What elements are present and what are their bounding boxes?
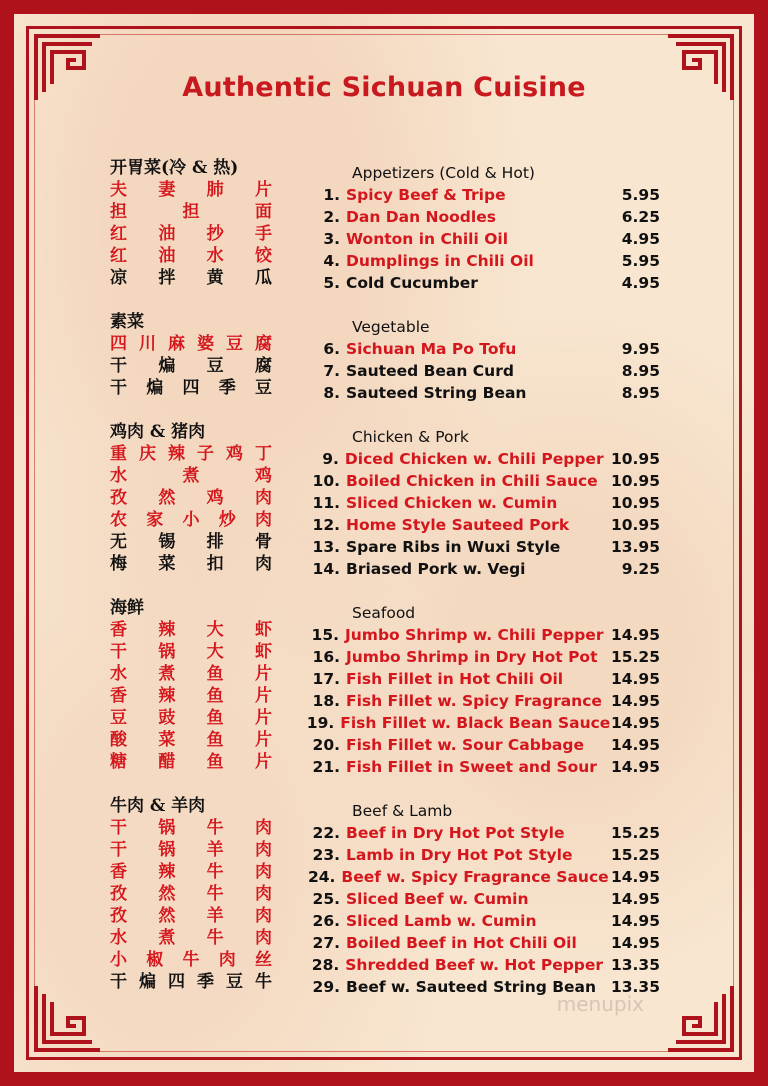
menu-item-row: [300, 514, 660, 536]
chinese-character: 片: [254, 752, 272, 772]
chinese-character: 鸡: [255, 466, 272, 486]
chinese-menu-item: [110, 509, 272, 531]
menu-item-row: [300, 184, 660, 206]
item-name: Boiled Chicken in Chili Sauce: [346, 472, 598, 490]
item-name: Jumbo Shrimp in Dry Hot Pot: [346, 648, 598, 666]
item-price: 5.95: [621, 252, 660, 270]
chinese-menu-item: [110, 377, 272, 399]
menu-item-row: [300, 382, 660, 404]
item-name: Jumbo Shrimp w. Chili Pepper: [345, 626, 604, 644]
chinese-menu-item: [110, 949, 272, 971]
chinese-character: 片: [254, 180, 272, 200]
menu-item-row: [300, 712, 660, 734]
chinese-character: 干: [110, 818, 127, 838]
chinese-character: 牛: [206, 884, 224, 904]
menu-item-row: [300, 558, 660, 580]
item-price: 9.95: [621, 340, 660, 358]
item-name: Beef in Dry Hot Pot Style: [346, 824, 565, 842]
chinese-menu-item: [110, 927, 272, 949]
item-number: 22.: [312, 824, 340, 842]
chinese-character: 片: [254, 708, 272, 728]
chinese-character: 炒: [218, 510, 236, 530]
menu-item-row: [300, 338, 660, 360]
item-number: 25.: [312, 890, 340, 908]
chinese-character: 锅: [158, 818, 176, 838]
chinese-character: 辣: [168, 444, 185, 464]
item-price: 9.25: [621, 560, 660, 578]
chinese-character: 麻: [168, 334, 185, 354]
chinese-menu-item: [110, 685, 272, 707]
item-number: 14.: [312, 560, 340, 578]
chinese-character: 肉: [255, 510, 272, 530]
chinese-character: 川: [139, 334, 156, 354]
menu-page: [14, 14, 754, 1072]
chinese-character: 片: [254, 730, 272, 750]
item-price: 4.95: [621, 230, 660, 248]
chinese-character: 肉: [254, 488, 272, 508]
english-section-heading: Seafood: [352, 604, 416, 622]
chinese-character: 醋: [158, 752, 176, 772]
chinese-character: 重: [110, 444, 127, 464]
item-price: 4.95: [621, 274, 660, 292]
menu-item-row: [300, 250, 660, 272]
chinese-character: 香: [110, 862, 127, 882]
item-number: 28.: [311, 956, 340, 974]
chinese-character: 肺: [206, 180, 224, 200]
chinese-character: 家: [146, 510, 164, 530]
menu-item-row: [300, 470, 660, 492]
chinese-character: 锅: [158, 840, 176, 860]
chinese-character: 煮: [182, 466, 200, 486]
item-price: 13.35: [610, 956, 660, 974]
menu-item-row: [300, 536, 660, 558]
chinese-character: 糖: [110, 752, 127, 772]
menu-item-row: [300, 206, 660, 228]
chinese-character: 鱼: [206, 686, 224, 706]
chinese-character: 小: [110, 950, 127, 970]
chinese-menu-item: [110, 751, 272, 773]
chinese-character: 肉: [254, 554, 272, 574]
chinese-character: 然: [158, 906, 176, 926]
chinese-character: 鱼: [206, 708, 224, 728]
chinese-character: 庆: [139, 444, 156, 464]
item-price: 15.25: [610, 846, 660, 864]
item-price: 14.95: [610, 626, 660, 644]
chinese-character: 肉: [218, 950, 236, 970]
chinese-character: 片: [254, 664, 272, 684]
chinese-character: 大: [206, 620, 224, 640]
chinese-character: 干: [110, 378, 127, 398]
chinese-character: 手: [254, 224, 272, 244]
item-name: Sliced Lamb w. Cumin: [346, 912, 537, 930]
menu-item-row: [300, 844, 660, 866]
chinese-character: 季: [197, 972, 214, 992]
chinese-character: 牛: [206, 862, 224, 882]
chinese-character: 豆: [206, 356, 224, 376]
item-number: 5.: [323, 274, 340, 292]
item-price: 15.25: [610, 824, 660, 842]
item-name: Spicy Beef & Tripe: [346, 186, 506, 204]
chinese-character: 四: [110, 334, 127, 354]
menu-item-row: [300, 272, 660, 294]
menu-item-row: [300, 690, 660, 712]
item-name: Lamb in Dry Hot Pot Style: [346, 846, 573, 864]
chinese-character: 豆: [110, 708, 127, 728]
item-name: Shredded Beef w. Hot Pepper: [345, 956, 604, 974]
item-number: 3.: [323, 230, 340, 248]
chinese-character: 羊: [206, 906, 224, 926]
chinese-menu-item: [110, 487, 272, 509]
menu-item-row: [300, 888, 660, 910]
chinese-section-heading: 开胃菜(冷 & 热): [110, 158, 239, 178]
chinese-character: 扣: [206, 554, 224, 574]
chinese-menu-item: [110, 971, 272, 993]
chinese-menu-item: [110, 619, 272, 641]
chinese-menu-item: [110, 905, 272, 927]
chinese-character: 牛: [206, 928, 224, 948]
item-price: 15.25: [610, 648, 660, 666]
item-name: Fish Fillet w. Sour Cabbage: [346, 736, 584, 754]
chinese-character: 季: [218, 378, 236, 398]
chinese-menu-item: [110, 883, 272, 905]
item-price: 14.95: [610, 890, 660, 908]
item-name: Fish Fillet w. Spicy Fragrance: [346, 692, 602, 710]
chinese-character: 锅: [158, 642, 176, 662]
menu-item-row: [300, 228, 660, 250]
chinese-character: 煸: [146, 378, 164, 398]
item-number: 18.: [312, 692, 340, 710]
item-number: 12.: [312, 516, 340, 534]
chinese-character: 担: [110, 202, 127, 222]
chinese-character: 牛: [255, 972, 272, 992]
chinese-menu-item: [110, 355, 272, 377]
item-price: 10.95: [610, 472, 660, 490]
chinese-character: 凉: [110, 268, 127, 288]
chinese-character: 水: [110, 664, 127, 684]
chinese-character: 肉: [254, 862, 272, 882]
chinese-character: 酸: [110, 730, 127, 750]
chinese-character: 梅: [110, 554, 127, 574]
item-name: Beef w. Spicy Fragrance Sauce: [341, 868, 609, 886]
item-number: 13.: [312, 538, 340, 556]
chinese-character: 然: [158, 488, 176, 508]
chinese-menu-column: [110, 157, 272, 993]
chinese-character: 油: [158, 246, 176, 266]
item-name: Fish Fillet w. Black Bean Sauce: [340, 714, 611, 732]
chinese-character: 腐: [254, 356, 272, 376]
chinese-character: 油: [158, 224, 176, 244]
chinese-section-heading: 素菜: [110, 312, 144, 332]
chinese-character: 黄: [206, 268, 224, 288]
chinese-character: 面: [255, 202, 272, 222]
chinese-character: 小: [182, 510, 200, 530]
item-price: 14.95: [610, 670, 660, 688]
english-menu-column: [300, 162, 660, 998]
chinese-character: 豆: [226, 972, 243, 992]
chinese-character: 腐: [255, 334, 272, 354]
chinese-character: 牛: [182, 950, 200, 970]
chinese-character: 瓜: [254, 268, 272, 288]
chinese-character: 鸡: [206, 488, 224, 508]
item-number: 1.: [323, 186, 340, 204]
chinese-character: 鱼: [206, 752, 224, 772]
item-name: Wonton in Chili Oil: [346, 230, 509, 248]
item-number: 7.: [323, 362, 340, 380]
chinese-character: 饺: [254, 246, 272, 266]
menu-item-row: [300, 624, 660, 646]
menu-item-row: [300, 734, 660, 756]
chinese-menu-item: [110, 531, 272, 553]
item-number: 15.: [311, 626, 339, 644]
chinese-menu-item: [110, 443, 272, 465]
item-number: 19.: [306, 714, 335, 732]
chinese-menu-item: [110, 553, 272, 575]
chinese-menu-item: [110, 707, 272, 729]
item-price: 13.95: [610, 538, 660, 556]
item-price: 14.95: [610, 736, 660, 754]
chinese-section-heading: 牛肉 & 羊肉: [110, 796, 206, 816]
menu-item-row: [300, 668, 660, 690]
item-name: Cold Cucumber: [346, 274, 478, 292]
chinese-character: 肉: [254, 840, 272, 860]
item-price: 10.95: [610, 516, 660, 534]
chinese-menu-item: [110, 179, 272, 201]
menu-item-row: [300, 360, 660, 382]
item-name: Sichuan Ma Po Tofu: [346, 340, 517, 358]
item-number: 10.: [312, 472, 340, 490]
item-number: 21.: [312, 758, 340, 776]
english-section-heading: Chicken & Pork: [352, 428, 469, 446]
item-price: 10.95: [610, 494, 660, 512]
item-number: 16.: [312, 648, 340, 666]
item-number: 6.: [323, 340, 340, 358]
menu-item-row: [300, 646, 660, 668]
chinese-character: 孜: [110, 906, 127, 926]
chinese-character: 肉: [254, 928, 272, 948]
item-name: Boiled Beef in Hot Chili Oil: [346, 934, 577, 952]
menu-item-row: [300, 910, 660, 932]
item-number: 9.: [322, 450, 339, 468]
chinese-character: 辣: [158, 686, 176, 706]
chinese-character: 菜: [158, 554, 176, 574]
chinese-character: 大: [206, 642, 224, 662]
chinese-character: 然: [158, 884, 176, 904]
chinese-character: 排: [206, 532, 224, 552]
page-title: Authentic Sichuan Cuisine: [182, 72, 586, 103]
chinese-character: 农: [110, 510, 127, 530]
english-section-heading: Appetizers (Cold & Hot): [352, 164, 535, 182]
item-name: Beef w. Sauteed String Bean: [346, 978, 597, 996]
chinese-character: 水: [110, 928, 127, 948]
chinese-character: 干: [110, 840, 127, 860]
item-name: Spare Ribs in Wuxi Style: [346, 538, 561, 556]
chinese-menu-item: [110, 465, 272, 487]
item-number: 24.: [307, 868, 336, 886]
chinese-character: 香: [110, 620, 127, 640]
chinese-section-heading: 海鲜: [110, 598, 144, 618]
chinese-character: 水: [206, 246, 224, 266]
chinese-character: 孜: [110, 488, 127, 508]
chinese-character: 锡: [158, 532, 176, 552]
chinese-character: 四: [168, 972, 185, 992]
english-section-heading: Beef & Lamb: [352, 802, 453, 820]
item-price: 14.95: [610, 912, 660, 930]
chinese-character: 羊: [206, 840, 224, 860]
item-name: Sauteed Bean Curd: [346, 362, 514, 380]
menu-item-row: [300, 492, 660, 514]
menu-item-row: [300, 932, 660, 954]
chinese-character: 红: [110, 246, 127, 266]
chinese-character: 香: [110, 686, 127, 706]
chinese-menu-item: [110, 641, 272, 663]
chinese-menu-item: [110, 267, 272, 289]
english-section-heading: Vegetable: [352, 318, 430, 336]
chinese-character: 夫: [110, 180, 127, 200]
chinese-character: 椒: [146, 950, 164, 970]
chinese-character: 片: [254, 686, 272, 706]
chinese-character: 干: [110, 356, 127, 376]
item-number: 17.: [312, 670, 340, 688]
chinese-menu-item: [110, 839, 272, 861]
chinese-character: 煮: [158, 664, 176, 684]
item-name: Sauteed String Bean: [346, 384, 527, 402]
chinese-character: 丁: [255, 444, 272, 464]
item-name: Dan Dan Noodles: [346, 208, 496, 226]
chinese-character: 虾: [254, 620, 272, 640]
item-price: 6.25: [621, 208, 660, 226]
chinese-character: 干: [110, 642, 127, 662]
chinese-character: 抄: [206, 224, 224, 244]
item-number: 2.: [323, 208, 340, 226]
chinese-character: 担: [182, 202, 200, 222]
chinese-character: 肉: [254, 818, 272, 838]
item-name: Fish Fillet in Hot Chili Oil: [346, 670, 564, 688]
item-price: 8.95: [621, 384, 660, 402]
chinese-menu-item: [110, 817, 272, 839]
chinese-character: 豆: [255, 378, 272, 398]
chinese-character: 牛: [206, 818, 224, 838]
item-price: 14.95: [610, 692, 660, 710]
chinese-character: 豆: [226, 334, 243, 354]
chinese-menu-item: [110, 333, 272, 355]
item-number: 29.: [312, 978, 340, 996]
chinese-character: 干: [110, 972, 127, 992]
item-number: 26.: [312, 912, 340, 930]
chinese-character: 丝: [255, 950, 272, 970]
chinese-menu-item: [110, 223, 272, 245]
item-number: 4.: [323, 252, 340, 270]
chinese-menu-item: [110, 245, 272, 267]
chinese-section-heading: 鸡肉 & 猪肉: [110, 422, 206, 442]
menu-item-row: [300, 756, 660, 778]
item-name: Fish Fillet in Sweet and Sour: [346, 758, 597, 776]
chinese-character: 煸: [158, 356, 176, 376]
item-name: Sliced Chicken w. Cumin: [346, 494, 558, 512]
corner-ornament-icon: [664, 982, 736, 1054]
item-number: 8.: [323, 384, 340, 402]
item-number: 23.: [312, 846, 340, 864]
chinese-character: 豉: [158, 708, 176, 728]
menu-item-row: [300, 866, 660, 888]
chinese-menu-item: [110, 729, 272, 751]
chinese-character: 孜: [110, 884, 127, 904]
item-price: 10.95: [610, 450, 660, 468]
chinese-character: 辣: [158, 862, 176, 882]
item-price: 5.95: [621, 186, 660, 204]
watermark: menupix: [556, 992, 644, 1016]
item-number: 20.: [312, 736, 340, 754]
item-number: 27.: [312, 934, 340, 952]
corner-ornament-icon: [32, 982, 104, 1054]
item-price: 14.95: [610, 934, 660, 952]
chinese-character: 虾: [254, 642, 272, 662]
menu-item-row: [300, 822, 660, 844]
chinese-menu-item: [110, 663, 272, 685]
chinese-character: 鱼: [206, 664, 224, 684]
chinese-character: 肉: [254, 906, 272, 926]
chinese-character: 菜: [158, 730, 176, 750]
chinese-character: 婆: [197, 334, 214, 354]
chinese-character: 肉: [254, 884, 272, 904]
item-name: Briased Pork w. Vegi: [346, 560, 526, 578]
chinese-character: 鸡: [226, 444, 243, 464]
chinese-character: 煮: [158, 928, 176, 948]
item-price: 8.95: [621, 362, 660, 380]
item-name: Dumplings in Chili Oil: [346, 252, 534, 270]
item-number: 11.: [312, 494, 340, 512]
chinese-menu-item: [110, 861, 272, 883]
chinese-character: 水: [110, 466, 127, 486]
chinese-character: 辣: [158, 620, 176, 640]
chinese-character: 拌: [158, 268, 176, 288]
chinese-character: 煸: [139, 972, 156, 992]
item-name: Home Style Sauteed Pork: [346, 516, 570, 534]
chinese-character: 骨: [254, 532, 272, 552]
menu-item-row: [300, 954, 660, 976]
chinese-character: 红: [110, 224, 127, 244]
chinese-character: 子: [197, 444, 214, 464]
chinese-character: 鱼: [206, 730, 224, 750]
item-name: Diced Chicken w. Chili Pepper: [344, 450, 604, 468]
item-price: 14.95: [610, 714, 660, 732]
chinese-character: 无: [110, 532, 127, 552]
item-price: 14.95: [610, 758, 660, 776]
item-price: 13.35: [610, 978, 660, 996]
chinese-menu-item: [110, 201, 272, 223]
item-price: 14.95: [610, 868, 660, 886]
menu-item-row: [300, 448, 660, 470]
item-name: Sliced Beef w. Cumin: [346, 890, 529, 908]
chinese-character: 妻: [158, 180, 176, 200]
chinese-character: 四: [182, 378, 200, 398]
